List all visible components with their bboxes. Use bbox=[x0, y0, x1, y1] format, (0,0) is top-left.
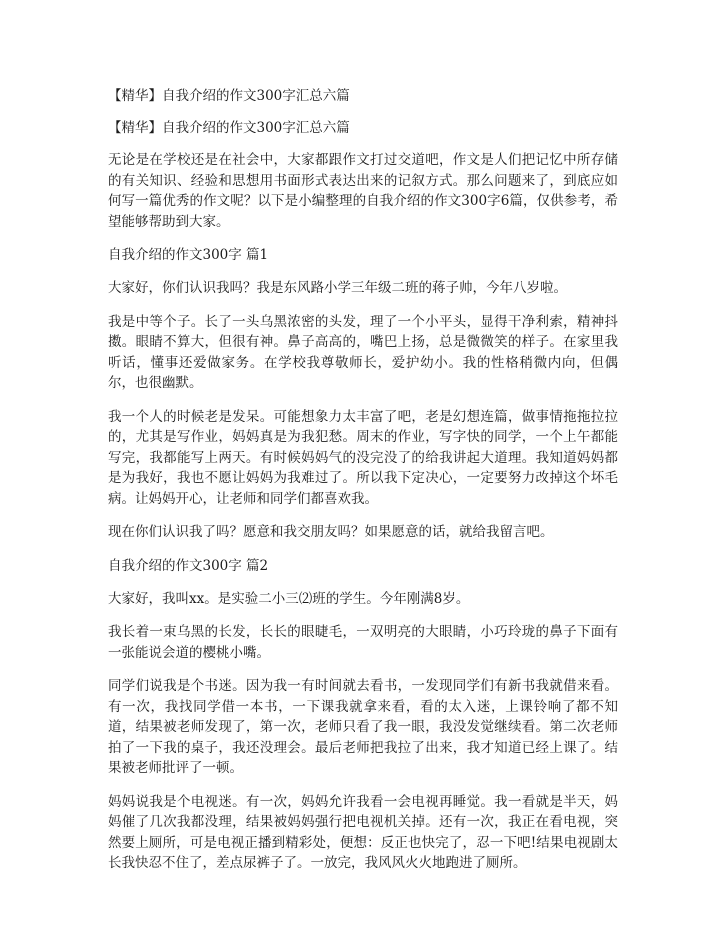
section-2-paragraph-3: 同学们说我是个书迷。因为我一有时间就去看书，一发现同学们有新书我就借来看。有一次，我找同学借一本书，一下课我就拿来看，看的太入迷，上课铃响了都不知道，结果被老师发现了，第一次，老师只看了我一眼，我没发觉继续看。第二次老师拍了一下我的桌子，我还没理会。最后老师把我拉了出来，我才知道已经上课了。结果被老师批评了一顿。 bbox=[108, 678, 618, 776]
intro-paragraph: 无论是在学校还是在社会中，大家都跟作文打过交道吧，作文是人们把记忆中所存储的有关知识、经验和思想用书面形式表达出来的记叙方式。那么问题来了，到底应如何写一篇优秀的作文呢？以下是小编整理的自我介绍的作文300字6篇，仅供参考，希望能够帮助到大家。 bbox=[108, 152, 618, 230]
section-2-paragraph-1: 大家好，我叫xx。是实验二小三⑵班的学生。今年刚满8岁。 bbox=[108, 590, 470, 607]
section-2-paragraph-4: 妈妈说我是个电视迷。有一次，妈妈允许我看一会电视再睡觉。我一看就是半天，妈妈催了几次我都没理，结果被妈妈强行把电视机关掉。还有一次，我正在看电视，突然要上厕所，可是电视正播到精彩处，便想：反正也快完了，忍一下吧!结果电视剧太长我快忍不住了，差点尿裤子了。一放完，我风风火火地跑进了厕所。 bbox=[108, 793, 618, 871]
section-heading-1: 自我介绍的作文300字 篇1 bbox=[108, 247, 269, 263]
section-1-paragraph-2: 我是中等个子。长了一头乌黑浓密的头发，理了一个小平头，显得干净利索，精神抖擞。眼睛不算大，但很有神。鼻子高高的，嘴巴上扬，总是微微笑的样子。在家里我听话，懂事还爱做家务。在学校我尊敬师长，爱护幼小。我的性格稍微内向，但偶尔，也很幽默。 bbox=[108, 313, 618, 391]
document-title: 【精华】自我介绍的作文300字汇总六篇 bbox=[108, 88, 350, 104]
document-title-repeat: 【精华】自我介绍的作文300字汇总六篇 bbox=[108, 120, 350, 136]
section-1-paragraph-1: 大家好，你们认识我吗？我是东风路小学三年级二班的蒋子帅，今年八岁啦。 bbox=[108, 280, 567, 296]
document-page bbox=[108, 86, 618, 887]
section-heading-2: 自我介绍的作文300字 篇2 bbox=[108, 557, 269, 574]
section-2-paragraph-2: 我长着一束乌黑的长发，长长的眼睫毛，一双明亮的大眼睛，小巧玲珑的鼻子下面有一张能说会道的樱桃小嘴。 bbox=[108, 624, 618, 661]
section-1-paragraph-4: 现在你们认识我了吗？愿意和我交朋友吗？如果愿意的话，就给我留言吧。 bbox=[108, 524, 554, 540]
section-1-paragraph-3: 我一个人的时候老是发呆。可能想象力太丰富了吧，老是幻想连篇，做事情拖拖拉拉的，尤其是写作业，妈妈真是为我犯愁。周末的作业，写字快的同学，一个上午都能写完，我都能写上两天。有时候妈妈气的没完没了的给我讲起大道理。我知道妈妈都是为我好，我也不愿让妈妈为我难过了。所以我下定决心，一定要努力改掉这个坏毛病。让妈妈开心，让老师和同学们都喜欢我。 bbox=[108, 408, 618, 507]
